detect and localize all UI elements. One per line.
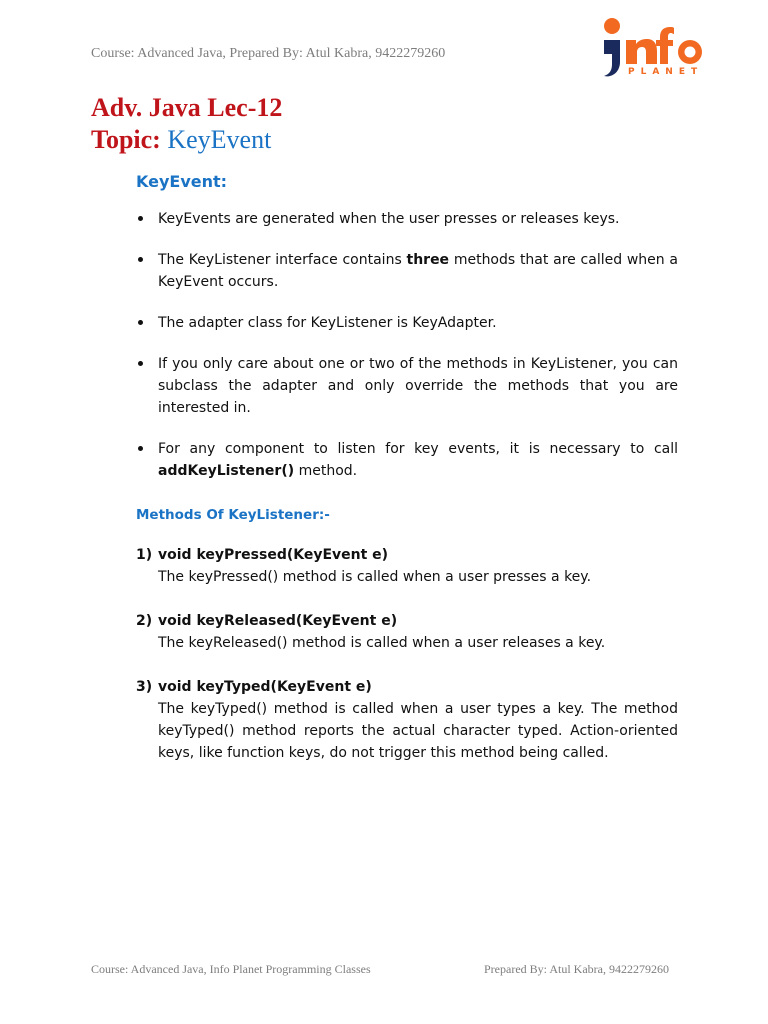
- methods-heading: Methods Of KeyListener:-: [136, 507, 330, 523]
- method-number: 2): [136, 613, 153, 629]
- bullet-dot-icon: [138, 257, 143, 262]
- bullet-dot-icon: [138, 216, 143, 221]
- method-signature: void keyPressed(KeyEvent e): [158, 547, 389, 563]
- section-heading: KeyEvent:: [136, 172, 228, 191]
- footer-author: Prepared By: Atul Kabra, 9422279260: [484, 962, 669, 976]
- logo-subword: PLANET: [628, 67, 704, 77]
- method-item: [136, 676, 678, 764]
- methods-list: [136, 544, 678, 786]
- bullet-item: If you only care about one or two of the methods in KeyListener, you can subclass the adapter and only override the methods that you are interested in.: [136, 353, 678, 419]
- bullet-item: The adapter class for KeyListener is KeyAdapter.: [136, 312, 678, 334]
- topic-label: Topic:: [91, 125, 161, 154]
- method-description: The keyReleased() method is called when a user releases a key.: [158, 635, 606, 651]
- method-number: 1): [136, 547, 153, 563]
- method-description: The keyTyped() method is called when a user types a key. The method keyTyped() method reports the actual character typed. Action-oriented keys, like function keys, do not trigger this method being called.: [158, 701, 678, 761]
- method-description: The keyPressed() method is called when a user presses a key.: [158, 569, 592, 585]
- method-item: [136, 544, 678, 588]
- method-signature: void keyTyped(KeyEvent e): [158, 679, 372, 695]
- lecture-title: Adv. Java Lec-12: [91, 93, 283, 122]
- bullet-dot-icon: [138, 361, 143, 366]
- topic-line: [91, 124, 282, 156]
- bullet-dot-icon: [138, 446, 143, 451]
- bullet-list: [136, 208, 678, 501]
- bullet-item: KeyEvents are generated when the user presses or releases keys.: [136, 208, 678, 230]
- footer-course: Course: Advanced Java, Info Planet Programming Classes: [91, 962, 371, 976]
- bullet-item: The KeyListener interface contains three methods that are called when a KeyEvent occurs.: [136, 249, 678, 293]
- method-signature: void keyReleased(KeyEvent e): [158, 613, 398, 629]
- topic-value: KeyEvent: [167, 125, 272, 154]
- title-block: [91, 92, 282, 156]
- method-item: [136, 610, 678, 654]
- bullet-dot-icon: [138, 320, 143, 325]
- method-number: 3): [136, 679, 153, 695]
- bullet-item: For any component to listen for key events, it is necessary to call addKeyListener() method.: [136, 438, 678, 482]
- page-header: Course: Advanced Java, Prepared By: Atul Kabra, 9422279260: [91, 46, 446, 61]
